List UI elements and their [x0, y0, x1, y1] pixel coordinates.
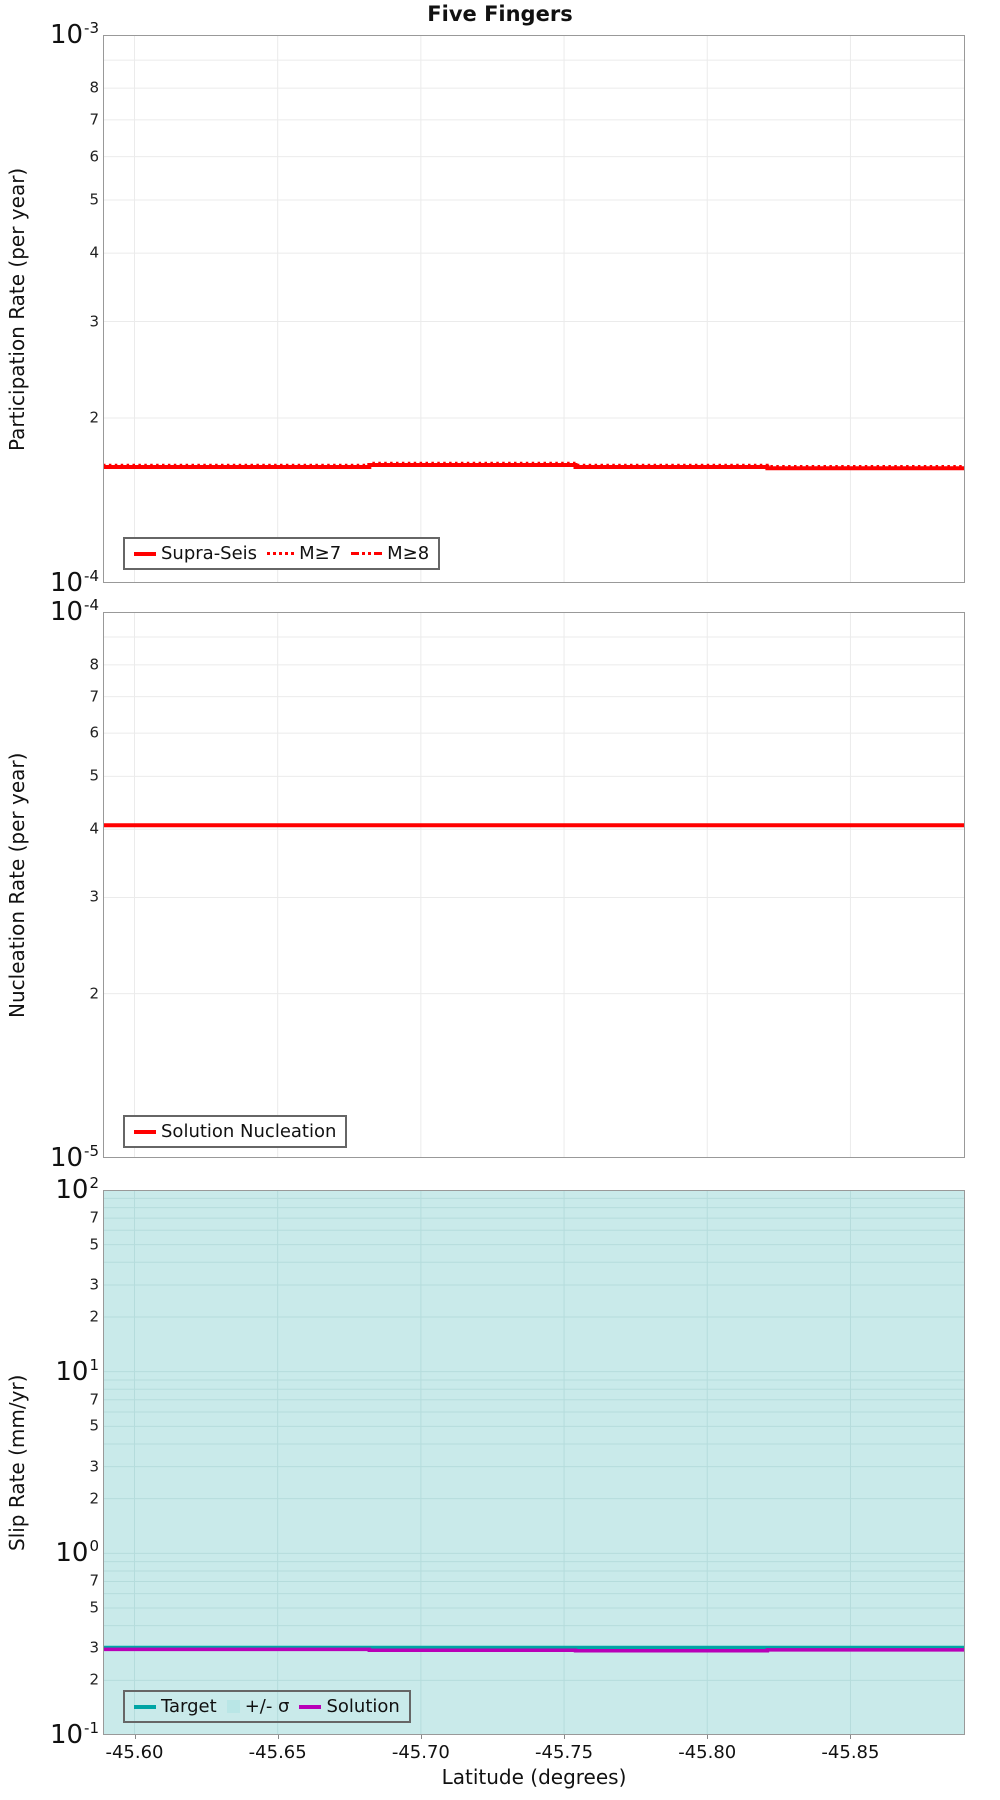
legend-label: Solution Nucleation: [161, 1121, 337, 1142]
y-axis-decade-label: $10^1$: [55, 1355, 99, 1387]
chart-panel-0: [103, 35, 965, 583]
x-axis-tick-mark: [278, 1735, 279, 1739]
y-axis-tick-label: 7: [89, 1208, 99, 1227]
y-axis-tick-label: 3: [89, 1457, 99, 1476]
y-axis-tick-label: 3: [89, 1638, 99, 1657]
y-axis-title-participation: Participation Rate (per year): [5, 167, 29, 451]
y-axis-tick-label: 2: [89, 984, 99, 1003]
legend-label: M≥7: [299, 543, 342, 564]
y-axis-tick-label: 5: [89, 1416, 99, 1435]
y-axis-tick-label: 5: [89, 190, 99, 209]
y-axis-decade-label: $10^{-4}$: [49, 567, 99, 598]
y-axis-tick-label: 6: [89, 723, 99, 742]
chart-panel-1: [103, 612, 965, 1158]
panel-bg: [103, 612, 965, 1158]
chart-title: Five Fingers: [427, 2, 573, 26]
y-axis-decade-label: $10^{-4}$: [49, 596, 99, 627]
y-axis-tick-label: 5: [89, 1235, 99, 1254]
x-axis-tick-mark: [564, 1735, 565, 1739]
series-line-Solution: [103, 1649, 965, 1650]
x-axis-tick-label: -45.85: [821, 1742, 880, 1763]
legend-label: +/- σ: [244, 1696, 290, 1717]
sigma-band: [103, 1190, 965, 1735]
legend-label: Solution: [326, 1696, 400, 1717]
legend-swatch-solid-icon: [134, 1705, 156, 1709]
legend-swatch-dashdotdot-icon: [351, 552, 382, 555]
x-axis-tick-mark: [421, 1735, 422, 1739]
y-axis-tick-label: 3: [89, 1275, 99, 1294]
y-axis-decade-label: $10^2$: [55, 1174, 99, 1205]
x-axis-tick-label: -45.70: [391, 1742, 450, 1763]
y-axis-tick-label: 3: [89, 887, 99, 906]
legend-swatch-solid-icon: [134, 1130, 156, 1134]
y-axis-decade-label: $10^{-3}$: [49, 19, 99, 50]
legend-swatch-dotted-icon: [267, 552, 294, 555]
chart-panel-2: [103, 1190, 965, 1735]
x-axis-tick-label: -45.65: [248, 1742, 307, 1763]
legend-item: [351, 542, 429, 565]
legend: [123, 1115, 347, 1148]
legend-swatch-solid-icon: [134, 552, 156, 556]
y-axis-tick-label: 8: [89, 655, 99, 674]
legend: [123, 537, 440, 570]
y-axis-tick-label: 2: [89, 1489, 99, 1508]
legend-item: [134, 542, 257, 565]
y-axis-tick-label: 7: [89, 110, 99, 129]
y-axis-decade-label: $10^0$: [55, 1537, 99, 1569]
y-axis-tick-label: 7: [89, 1390, 99, 1409]
y-axis-decade-label: $10^{-5}$: [49, 1142, 99, 1173]
y-axis-decade-label: $10^{-1}$: [49, 1719, 99, 1750]
x-axis-title: Latitude (degrees): [441, 1765, 627, 1789]
legend-label: Target: [161, 1696, 217, 1717]
y-axis-tick-label: 2: [89, 408, 99, 427]
legend: [123, 1690, 411, 1723]
y-axis-title-nucleation: Nucleation Rate (per year): [5, 752, 29, 1018]
y-axis-tick-label: 7: [89, 687, 99, 706]
y-axis-tick-label: 8: [89, 78, 99, 97]
x-axis-tick-label: -45.75: [535, 1742, 594, 1763]
x-axis-tick-mark: [135, 1735, 136, 1739]
legend-item: [134, 1120, 336, 1143]
legend-item: [267, 542, 341, 565]
y-axis-tick-label: 3: [89, 312, 99, 331]
y-axis-tick-label: 2: [89, 1307, 99, 1326]
y-axis-title-sliprate: Slip Rate (mm/yr): [5, 1374, 29, 1551]
y-axis-tick-label: 4: [89, 819, 99, 838]
legend-item: [227, 1695, 290, 1718]
legend-swatch-solid-icon: [299, 1705, 321, 1709]
y-axis-tick-label: 7: [89, 1571, 99, 1590]
legend-item: [299, 1695, 399, 1718]
y-axis-tick-label: 5: [89, 766, 99, 785]
legend-label: Supra-Seis: [161, 543, 258, 564]
legend-label: M≥8: [387, 543, 430, 564]
x-axis-tick-label: -45.80: [678, 1742, 737, 1763]
x-axis-tick-mark: [850, 1735, 851, 1739]
legend-swatch-square-icon: [227, 1700, 240, 1713]
y-axis-tick-label: 2: [89, 1670, 99, 1689]
x-axis-tick-mark: [707, 1735, 708, 1739]
legend-item: [134, 1695, 217, 1718]
x-axis-tick-label: -45.60: [105, 1742, 164, 1763]
panel-bg: [103, 35, 965, 583]
y-axis-tick-label: 4: [89, 243, 99, 262]
y-axis-tick-label: 6: [89, 147, 99, 166]
y-axis-tick-label: 5: [89, 1598, 99, 1617]
